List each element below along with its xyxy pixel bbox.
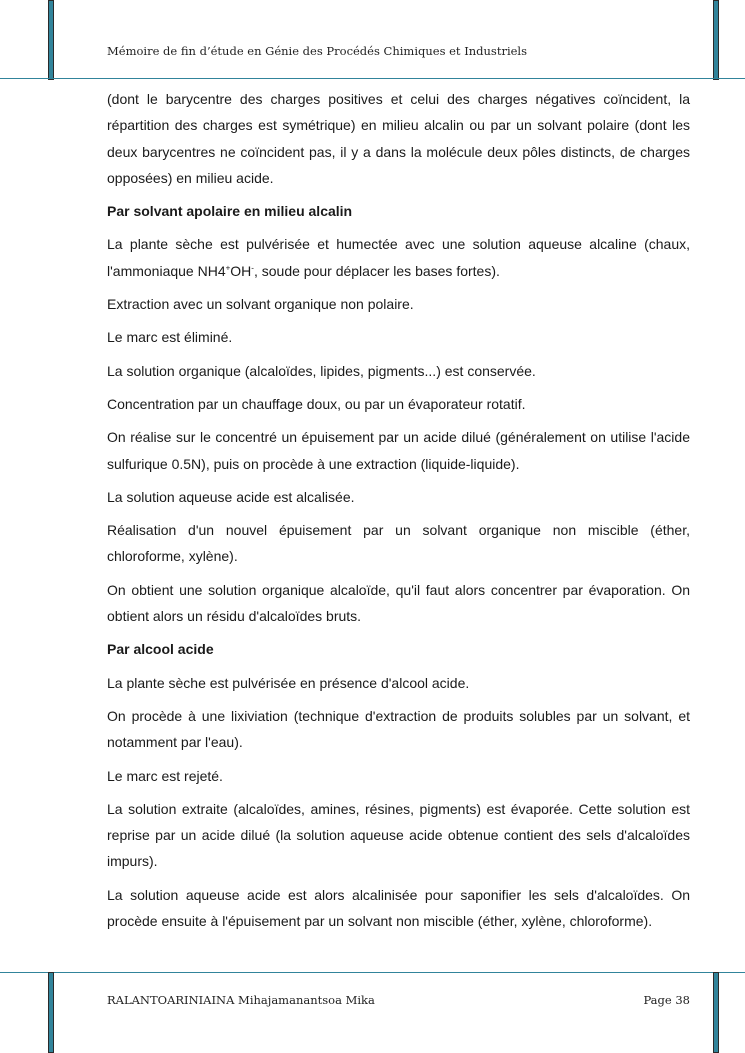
- paragraph: On réalise sur le concentré un épuisement par un acide dilué (généralement on utilise l'acide sulfurique 0.5N), puis on procède à une extraction (liquide-liquide).: [107, 429, 690, 472]
- text-run: OH: [230, 262, 252, 279]
- footer-right-bar: [713, 972, 719, 1053]
- footer-author: RALANTOARINIAINA Mihajamanantsoa Mika: [107, 993, 375, 1007]
- footer-rule: [0, 972, 745, 973]
- text-run: , soude pour déplacer les bases fortes).: [253, 262, 500, 279]
- paragraph: La solution extraite (alcaloïdes, amines, résines, pigments) est évaporée. Cette solution est reprise par un acide dilué (la solution aqueuse acide obtenue contient des sels d'alcaloïdes impurs).: [107, 800, 690, 870]
- paragraph: Le marc est rejeté.: [107, 767, 223, 784]
- superscript: +: [225, 263, 231, 273]
- header-right-bar: [713, 0, 719, 80]
- header-rule: [0, 78, 745, 79]
- paragraph: La solution aqueuse acide est alcalisée.: [107, 488, 355, 505]
- superscript: -: [251, 263, 254, 273]
- paragraph: On obtient une solution organique alcaloïde, qu'il faut alors concentrer par évaporation. On obtient alors un résidu d'alcaloïdes bruts.: [107, 581, 690, 625]
- footer-left-bar: [48, 972, 54, 1053]
- paragraph: Le marc est éliminé.: [107, 329, 233, 346]
- section-heading: Par alcool acide: [107, 641, 214, 658]
- paragraph: La solution aqueuse acide est alors alcalinisée pour saponifier les sels d'alcaloïdes. On procède ensuite à l'épuisement par un solvant non miscible (éther, xylène, chloroforme).: [107, 886, 690, 930]
- paragraph: Extraction avec un solvant organique non polaire.: [107, 296, 414, 313]
- section-heading: Par solvant apolaire en milieu alcalin: [107, 203, 353, 220]
- paragraph: La plante sèche est pulvérisée en présence d'alcool acide.: [107, 674, 470, 691]
- page-number: Page 38: [643, 993, 690, 1007]
- paragraph: On procède à une lixiviation (technique d'extraction de produits solubles par un solvant, et notamment par l'eau).: [107, 707, 690, 751]
- text-run: La plante sèche est pulvérisée et humectée avec une solution aqueuse alcaline (chaux, l'ammoniaque NH4: [107, 236, 690, 279]
- paragraph: Concentration par un chauffage doux, ou par un évaporateur rotatif.: [107, 395, 526, 412]
- page-body: [107, 86, 690, 941]
- paragraph: [107, 231, 690, 284]
- paragraph: La solution organique (alcaloïdes, lipides, pigments...) est conservée.: [107, 362, 536, 379]
- paragraph: (dont le barycentre des charges positives et celui des charges négatives coïncident, la répartition des charges est symétrique) en milieu alcalin ou par un solvant polaire (dont les deux barycentres ne coïncident pas, il y a dans la molécule deux pôles distincts, de charges opposées) en milieu acide.: [107, 91, 690, 186]
- running-title: Mémoire de fin d’étude en Génie des Procédés Chimiques et Industriels: [107, 44, 528, 58]
- header-left-bar: [48, 0, 54, 80]
- paragraph: Réalisation d'un nouvel épuisement par un solvant organique non miscible (éther, chloroforme, xylène).: [107, 522, 690, 565]
